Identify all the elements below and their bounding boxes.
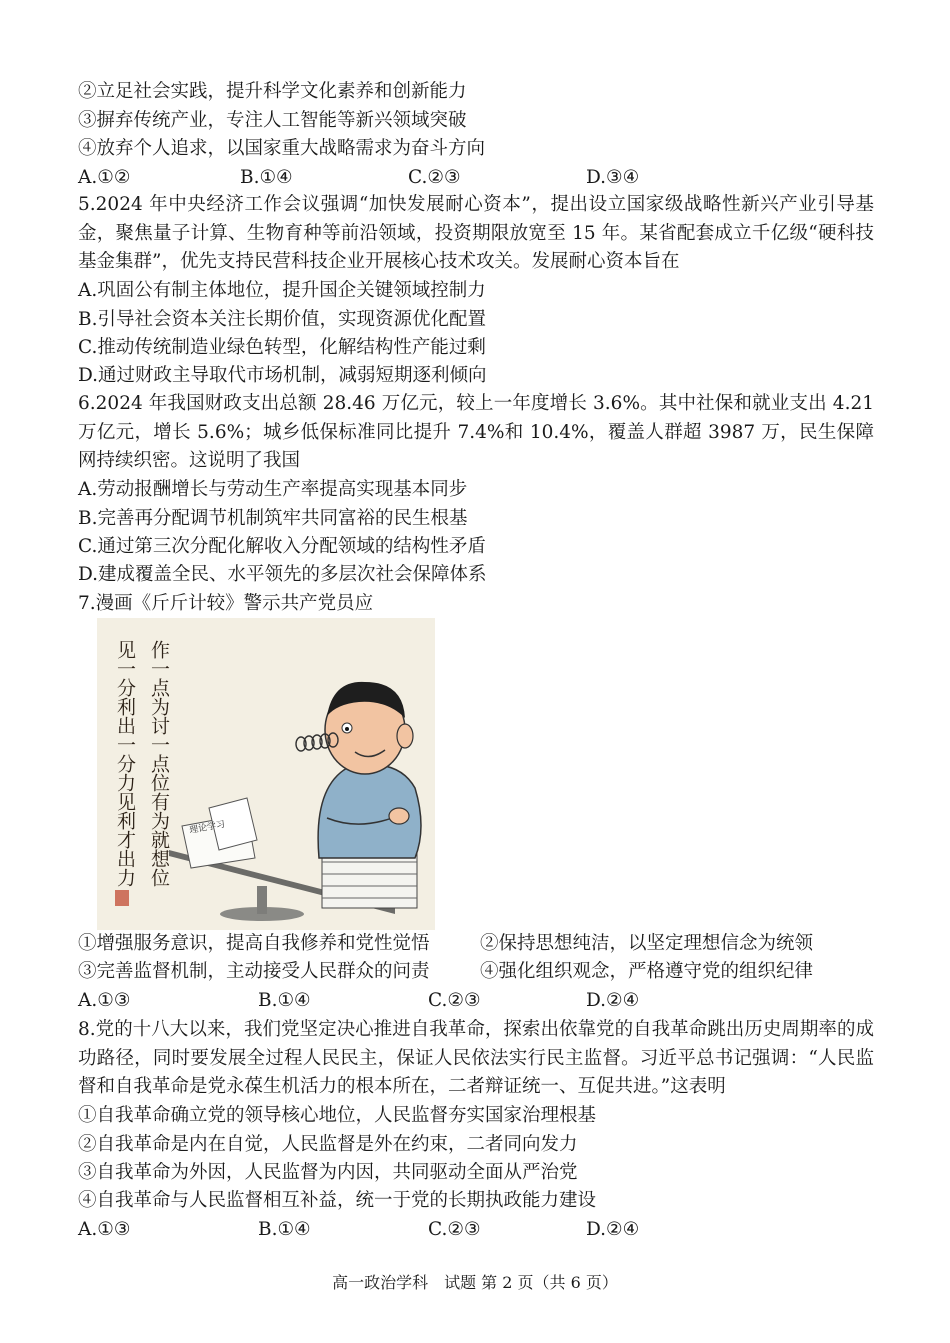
cartoon-image: [97, 618, 435, 930]
prev-item-2: ②立足社会实践，提升科学文化素养和创新能力: [78, 81, 467, 102]
answer-c[interactable]: C.②③: [408, 167, 461, 188]
q5-option-a[interactable]: A.巩固公有制主体地位，提升国企关键领域控制力: [78, 280, 486, 301]
answer-d[interactable]: D.③④: [586, 167, 640, 188]
q5-option-d[interactable]: D.通过财政主导取代市场机制，减弱短期逐利倾向: [78, 365, 487, 386]
q7-item-2: ②保持思想纯洁，以坚定理想信念为统领: [480, 933, 814, 954]
paper-label: 理论学习: [188, 819, 226, 837]
q7-item-1: ①增强服务意识，提高自我修养和党性觉悟: [78, 933, 430, 954]
q7-item-3: ③完善监督机制，主动接受人民群众的问责: [78, 961, 430, 982]
answer-b[interactable]: B.①④: [258, 990, 311, 1011]
answer-c[interactable]: C.②③: [428, 990, 481, 1011]
q8-answer-row: [78, 1218, 778, 1242]
q5-option-b[interactable]: B.引导社会资本关注长期价值，实现资源优化配置: [78, 309, 486, 330]
q8-item-3: ③自我革命为外因，人民监督为内因，共同驱动全面从严治党: [78, 1162, 578, 1183]
q5-stem: 5.2024 年中央经济工作会议强调“加快发展耐心资本”，提出设立国家级战略性新兴产业引导基金，聚焦量子计算、生物育种等前沿领域，投资期限放宽至 15 年。某省配套成立千亿级“硬科技基金集群”，优先支持民营科技企业开展核心技术攻关。发展耐心资本旨在: [78, 194, 874, 272]
q7-item-4: ④强化组织观念，严格遵守党的组织纪律: [480, 961, 814, 982]
scale-stand: [257, 886, 267, 914]
answer-d[interactable]: D.②④: [586, 990, 640, 1011]
cartoon-drawing: [97, 618, 435, 930]
answer-b[interactable]: B.①④: [240, 167, 293, 188]
answer-a[interactable]: A.①③: [78, 1219, 131, 1240]
prev-answer-row: [78, 166, 778, 190]
prev-item-3: ③摒弃传统产业，专注人工智能等新兴领域突破: [78, 110, 467, 131]
cartoon-calligraphy-right: 作一点为讨一点位有为就想位: [148, 640, 170, 887]
q8-item-2: ②自我革命是内在自觉，人民监督是外在约束，二者同向发力: [78, 1134, 578, 1155]
answer-a[interactable]: A.①②: [78, 167, 131, 188]
q5-option-c[interactable]: C.推动传统制造业绿色转型，化解结构性产能过剩: [78, 337, 486, 358]
q8-item-1: ①自我革命确立党的领导核心地位，人民监督夯实国家治理根基: [78, 1105, 597, 1126]
q7-answer-row: [78, 989, 778, 1013]
q7-stem: 7.漫画《斤斤计较》警示共产党员应: [78, 593, 374, 614]
prev-item-4: ④放弃个人追求，以国家重大战略需求为奋斗方向: [78, 138, 486, 159]
q7-items-row-1: [78, 932, 878, 956]
page-footer: 高一政治学科 试题 第 2 页（共 6 页）: [332, 1273, 618, 1292]
answer-c[interactable]: C.②③: [428, 1219, 481, 1240]
q6-option-d[interactable]: D.建成覆盖全民、水平领先的多层次社会保障体系: [78, 564, 487, 585]
answer-d[interactable]: D.②④: [586, 1219, 640, 1240]
q8-stem: 8.党的十八大以来，我们党坚定决心推进自我革命，探索出依靠党的自我革命跳出历史周期率的成功路径，同时要发展全过程人民民主，保证人民依法实行民主监督。习近平总书记强调：“人民监督和自我革命是党永葆生机活力的根本所在，二者辩证统一、互促共进。”这表明: [78, 1019, 874, 1097]
q8-item-4: ④自我革命与人民监督相互补益，统一于党的长期执政能力建设: [78, 1190, 597, 1211]
q7-items-row-2: [78, 960, 878, 984]
q6-stem: 6.2024 年我国财政支出总额 28.46 万亿元，较上一年度增长 3.6%。其中社保和就业支出 4.21 万亿元，增长 5.6%；城乡低保标准同比提升 7.4%和 10.4%，覆盖人群超 3987 万，民生保障网持续织密。这说明了我国: [78, 393, 874, 471]
q6-option-a[interactable]: A.劳动报酬增长与劳动生产率提高实现基本同步: [78, 479, 468, 500]
answer-b[interactable]: B.①④: [258, 1219, 311, 1240]
cartoon-calligraphy-left: 见一分利出一分力见利才出力: [114, 640, 136, 887]
q6-option-b[interactable]: B.完善再分配调节机制筑牢共同富裕的民生根基: [78, 508, 468, 529]
q6-option-c[interactable]: C.通过第三次分配化解收入分配领域的结构性矛盾: [78, 536, 486, 557]
answer-a[interactable]: A.①③: [78, 990, 131, 1011]
